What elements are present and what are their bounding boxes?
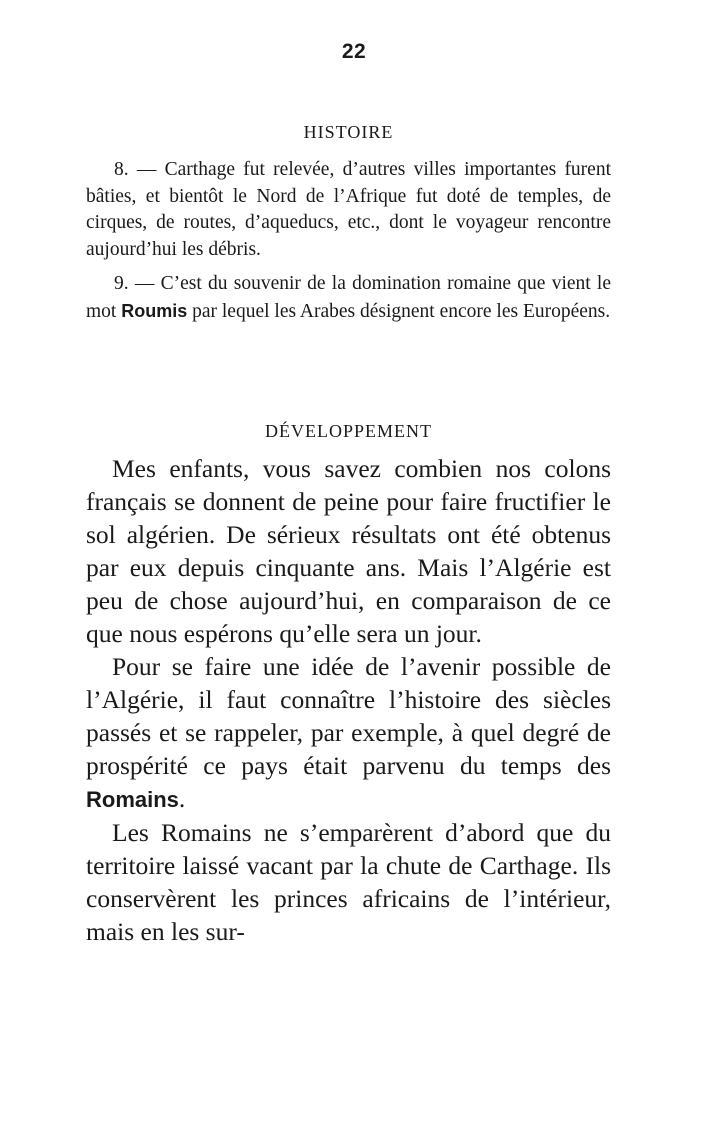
paragraph-8: 8. — Carthage fut relevée, d’autres villes importantes furent bâties, et bientôt le Nord de l’Afrique fut doté de temples, de cirques, de routes, d’aqueducs, etc., dont le voyageur rencontre aujourd’hui les débris. [86,159,611,260]
term-romains: Romains [86,787,179,812]
histoire-summary [86,157,611,333]
paragraph-9 [86,271,611,325]
developpement-body [86,452,611,948]
book-page [86,0,611,1132]
body-paragraph-2 [86,650,611,816]
paragraph-9-text-before: 9. — C’est du souvenir de la domination romaine que vient le mot [86,273,611,322]
body-paragraph-1: Mes enfants, vous savez combien nos colons français se donnent de peine pour faire fructifier le sol algérien. De sérieux résultats ont été obtenus par eux depuis cinquante ans. Mais l’Algérie est peu de chose aujourd’hui, en comparaison de ce que nous espérons qu’elle sera un jour. [86,454,611,648]
section-heading-developpement: DÉVELOPPEMENT [265,421,432,441]
term-roumis: Roumis [121,300,188,321]
body-paragraph-2-after: . [178,784,186,813]
section-heading-histoire: HISTOIRE [303,122,394,142]
body-paragraph-3: Les Romains ne s’emparèrent d’abord que du territoire laissé vacant par la chute de Carthage. Ils conservèrent les princes africains de l’intérieur, mais en les sur- [86,818,611,946]
body-paragraph-2-before: Pour se faire une idée de l’avenir possible de l’Algérie, il faut connaître l’histoire des siècles passés et se rappeler, par exemple, à quel degré de prospérité ce pays était parvenu du temps des [86,652,611,780]
paragraph-9-text-after: par lequel les Arabes désignent encore les Européens. [187,300,611,322]
page-number: 22 [341,40,367,63]
